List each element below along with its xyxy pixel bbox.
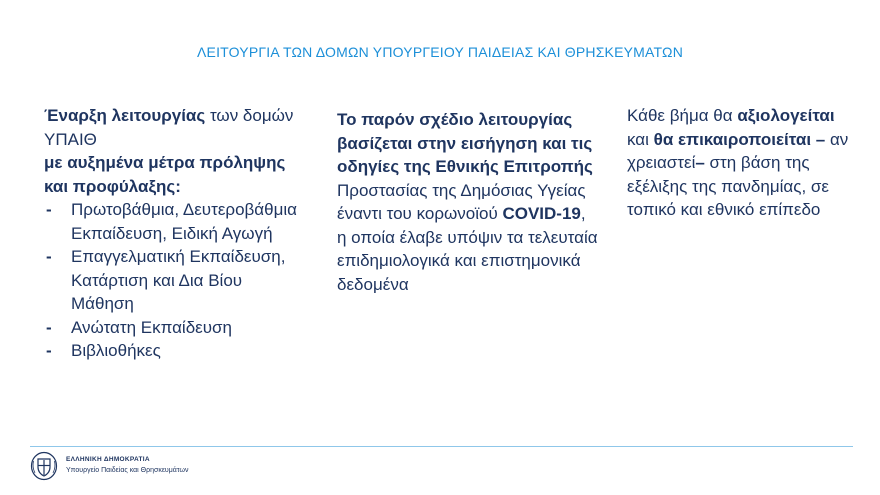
structures-list	[44, 198, 309, 363]
intro-text	[44, 104, 309, 151]
bullet-dash: -	[46, 341, 52, 360]
step-text-2: και	[627, 129, 654, 149]
evaluate-bold: αξιολογείται	[737, 106, 835, 125]
plan-bold-text: Το παρόν σχέδιο λειτουργίας βασίζεται στην εισήγηση και τις οδηγίες της Εθνικής Επιτροπής	[337, 110, 593, 176]
intro-rest: των δομών ΥΠΑΙΘ	[44, 106, 294, 149]
intro-bold: Έναρξη λειτουργίας	[44, 106, 206, 125]
list-item	[44, 198, 309, 245]
dash-bold: –	[695, 153, 705, 172]
plan-text-1: Προστασίας της Δημόσιας Υγείας έναντι του κορωνοϊού	[337, 180, 586, 223]
covid-text: COVID-19	[502, 204, 581, 223]
slide-title: ΛΕΙΤΟΥΡΓΙΑ ΤΩΝ ΔΟΜΩΝ ΥΠΟΥΡΓΕΙΟΥ ΠΑΙΔΕΙΑΣ ΚΑΙ ΘΡΗΣΚΕΥΜΑΤΩΝ	[196, 44, 684, 60]
footer-ministry: Υπουργείο Παιδείας και Θρησκευμάτων	[66, 467, 189, 474]
greek-coat-of-arms-icon	[30, 451, 58, 481]
step-text-4: στη βάση της εξέλιξης της πανδημίας, σε τοπικό και εθνικό επίπεδο	[627, 153, 829, 219]
list-item-label: Ανώτατη Εκπαίδευση	[71, 317, 232, 337]
step-text-3: αν χρειαστεί	[627, 129, 849, 172]
column-right	[627, 104, 857, 222]
list-item	[44, 316, 309, 340]
update-bold: θα επικαιροποιείται –	[653, 129, 826, 149]
footer-republic: ΕΛΛΗΝΙΚΗ ΔΗΜΟΚΡΑΤΙΑ	[66, 456, 150, 463]
list-item-label: Πρωτοβάθμια, Δευτεροβάθμια Εκπαίδευση, Ειδική Αγωγή	[71, 200, 297, 243]
column-left	[44, 104, 309, 363]
measures-text: με αυξημένα μέτρα πρόληψης και προφύλαξης:	[44, 153, 286, 196]
step-text-1: Κάθε βήμα θα	[627, 106, 738, 125]
list-item-label: Βιβλιοθήκες	[71, 341, 161, 360]
list-item	[44, 339, 309, 363]
footer-divider	[30, 446, 853, 447]
list-item	[44, 245, 309, 316]
column-middle	[337, 108, 599, 296]
bullet-dash: -	[46, 247, 52, 266]
bullet-dash: -	[46, 200, 52, 219]
bullet-dash: -	[46, 317, 52, 337]
plan-text-2: , η οποία έλαβε υπόψιν τα τελευταία επιδημιολογικά και επιστημονικά δεδομένα	[337, 204, 598, 294]
list-item-label: Επαγγελματική Εκπαίδευση, Κατάρτιση και Δια Βίου Μάθηση	[71, 247, 286, 313]
